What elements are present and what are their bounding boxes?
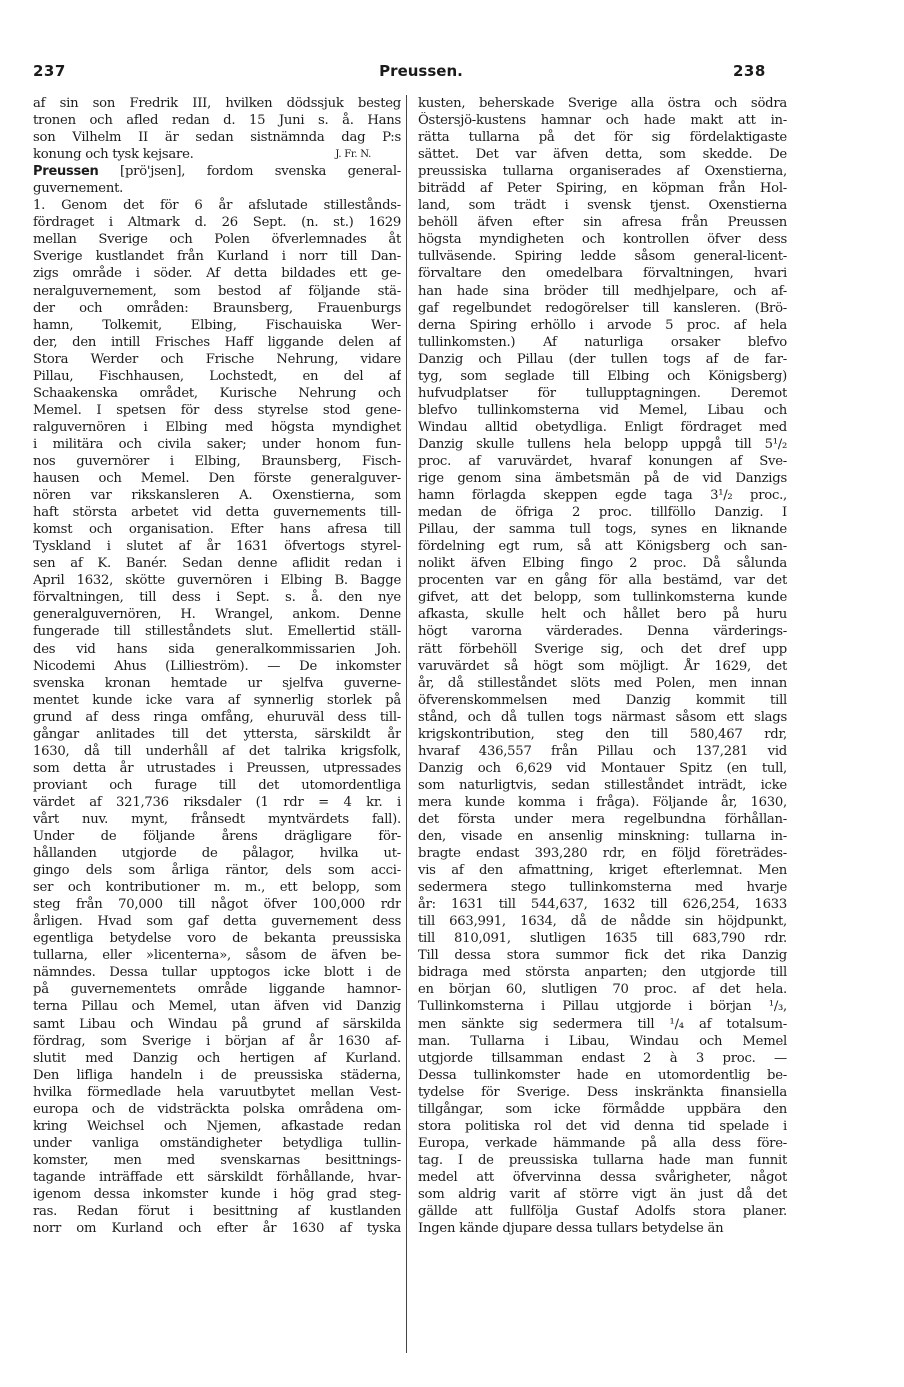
line-text: fördraget i Altmark d. 26 Sept. (n. st.) 1629 — [33, 215, 401, 231]
text-line — [418, 760, 787, 777]
line-text: gällde att fullfölja Gustaf Adolfs stora planer. — [418, 1204, 787, 1220]
line-text: medel att öfvervinna dessa svårigheter, något — [418, 1169, 787, 1185]
text-line — [418, 981, 787, 998]
text-line — [418, 521, 787, 538]
line-text: norr om Kurland och efter år 1630 af tyska — [33, 1221, 401, 1237]
text-line — [33, 470, 401, 487]
text-line — [33, 163, 401, 180]
text-line — [418, 504, 787, 521]
line-text: tydelse för Sverige. Dess inskränkta finansiella — [418, 1084, 787, 1100]
text-line — [33, 726, 401, 743]
line-text: guvernement. — [33, 181, 124, 197]
line-text: nören var rikskansleren A. Oxenstierna, som — [33, 488, 401, 504]
text-line — [418, 555, 787, 572]
line-text: medan de öfriga 2 proc. tillföllo Danzig. I — [418, 505, 787, 521]
text-line — [418, 436, 787, 453]
line-text: Östersjö-kustens hamnar och hade makt att in- — [418, 113, 787, 129]
line-text: mentet kunde icke vara af synnerlig storlek på — [33, 692, 401, 708]
line-text: Danzig skulle tullens hela belopp uppgå till 5¹/₂ — [418, 436, 787, 452]
text-line — [418, 879, 787, 896]
text-line — [33, 675, 401, 692]
line-text: förvaltare den omedelbara förvaltningen, hvari — [418, 266, 787, 282]
text-line — [418, 1220, 787, 1237]
line-text: fördelning egt rum, så att Königsberg och san- — [418, 539, 787, 555]
text-line — [418, 180, 787, 197]
line-text: gingo dels som årliga räntor, dels som acci- — [33, 863, 401, 879]
text-line — [33, 1016, 401, 1033]
text-line — [418, 197, 787, 214]
right-text-column — [418, 95, 787, 1237]
line-text: slutit med Danzig och hertigen af Kurland. — [33, 1050, 401, 1066]
line-text: Pillau, Fischhausen, Lochstedt, en del af — [33, 368, 401, 384]
line-text: land, som trädt i svensk tjenst. Oxenstierna — [418, 198, 787, 214]
line-text: fungerade till stilleståndets slut. Emellertid ställ- — [33, 624, 401, 640]
text-line — [33, 641, 401, 658]
line-text: rätta tullarna på det för sig fördelaktigaste — [418, 130, 787, 146]
text-line — [418, 300, 787, 317]
line-text: hausen och Memel. Den förste generalguver- — [33, 471, 401, 487]
line-text: vårt nuv. mynt, frånsedt myntvärdets fall). — [33, 811, 401, 827]
text-line — [418, 1169, 787, 1186]
text-line — [33, 811, 401, 828]
text-line — [33, 947, 401, 964]
text-line — [418, 1152, 787, 1169]
text-line — [33, 794, 401, 811]
text-line — [33, 436, 401, 453]
line-text: i militära och civila saker; under honom fun- — [33, 436, 401, 452]
line-text: tronen och afled redan d. 15 Juni s. å. Hans — [33, 113, 401, 129]
text-line — [33, 555, 401, 572]
line-text: krigskontribution, steg den till 580,467 rdr, — [418, 726, 787, 742]
text-line — [418, 743, 787, 760]
text-line — [418, 709, 787, 726]
line-text: stånd, och då tullen togs närmast såsom ett slags — [418, 709, 787, 725]
line-text: gifvet, att det belopp, som tullinkomsterna kunde — [418, 590, 787, 606]
line-text: grund af dess ringa omfång, ehuruväl dess till- — [33, 709, 401, 725]
text-line — [418, 641, 787, 658]
text-line — [33, 1101, 401, 1118]
text-line — [33, 248, 401, 265]
text-line — [418, 231, 787, 248]
line-text: hamn, Tolkemit, Elbing, Fischauiska Wer- — [33, 317, 401, 333]
text-line — [33, 930, 401, 947]
text-line — [418, 623, 787, 640]
line-text: des vid hans sida generalkommissarien Joh. — [33, 641, 401, 657]
text-line — [33, 896, 401, 913]
text-line — [33, 419, 401, 436]
text-line — [33, 214, 401, 231]
text-line — [33, 709, 401, 726]
text-line — [33, 998, 401, 1015]
line-text: Sverige kustlandet från Kurland i norr till Dan- — [33, 249, 401, 265]
line-text: Stora Werder och Frische Nehrung, vidare — [33, 351, 401, 367]
text-line — [418, 538, 787, 555]
line-text: afkasta, skulle helt och hållet bero på huru — [418, 607, 787, 623]
text-line — [33, 265, 401, 282]
text-line — [418, 248, 787, 265]
text-line — [33, 777, 401, 794]
line-text: som naturligtvis, sedan stilleståndet inträdt, icke — [418, 777, 787, 793]
text-line — [418, 589, 787, 606]
text-line — [418, 265, 787, 282]
line-text: Nicodemi Ahus (Lillieström). — De inkomster — [33, 658, 401, 674]
line-text: af sin son Fredrik III, hvilken dödssjuk besteg — [33, 96, 401, 111]
line-text: samt Libau och Windau på grund af särskilda — [33, 1016, 401, 1032]
text-line — [418, 1084, 787, 1101]
line-text: mera kunde komma i fråga). Följande år, 1630, — [418, 794, 787, 810]
text-line — [33, 197, 401, 214]
line-text: hamn förlagda skeppen egde taga 3¹/₂ proc., — [418, 488, 787, 504]
text-line — [33, 623, 401, 640]
line-text: konung och tysk kejsare. — [33, 147, 194, 163]
line-text: öfverenskommelsen med Danzig kommit till — [418, 692, 787, 708]
line-text: haft största arbetet vid detta guvernements till- — [33, 505, 401, 521]
text-line — [33, 180, 401, 197]
text-line — [418, 368, 787, 385]
line-text: 1. Genom det för 6 år afslutade stillestånds- — [33, 198, 401, 214]
line-text: till 810,091, slutligen 1635 till 683,790 rdr. — [418, 931, 787, 947]
text-line — [418, 163, 787, 180]
text-line — [33, 1203, 401, 1220]
line-text: nämndes. Dessa tullar upptogos icke blott i de — [33, 965, 401, 981]
line-text: som detta år utrustades i Preussen, utpressades — [33, 760, 401, 776]
line-text: steg från 70,000 till något öfver 100,000 rdr — [33, 897, 401, 913]
line-text: behöll äfven efter sin afresa från Preussen — [418, 215, 787, 231]
text-line — [33, 521, 401, 538]
line-text: kring Weichsel och Njemen, afkastade redan — [33, 1118, 401, 1134]
line-text: tillgångar, som icke förmådde uppbära den — [418, 1101, 787, 1117]
line-text: bragte endast 393,280 rdr, en följd företrädes- — [418, 846, 787, 862]
line-text: stora politiska rol det vid denna tid spelade i — [418, 1118, 787, 1134]
text-line — [33, 317, 401, 334]
text-line — [33, 862, 401, 879]
line-text: sättet. Det var äfven detta, som skedde. De — [418, 147, 787, 163]
line-text: tullarna, eller »licenterna», såsom de äfven be- — [33, 948, 401, 964]
running-title: Preussen. — [379, 62, 463, 80]
text-line — [418, 453, 787, 470]
line-text: Windau alltid obetydliga. Enligt fördraget med — [418, 419, 787, 435]
line-text: Till dessa stora summor fick det rika Danzig — [418, 948, 787, 964]
text-line — [418, 658, 787, 675]
text-line — [418, 606, 787, 623]
line-text: hufvudplatser för tullupptagningen. Deremot — [418, 385, 787, 401]
text-line — [418, 572, 787, 589]
line-text: tagande inträffade ett särskildt förhållande, hvar- — [33, 1169, 401, 1185]
text-line — [33, 1220, 401, 1237]
line-text: han hade sina bröder till medhjelpare, och af- — [418, 283, 787, 299]
line-text: Schaakenska området, Kurische Nehrung och — [33, 385, 401, 401]
line-text: hållanden utgjorde de pålagor, hvilka ut- — [33, 846, 401, 862]
text-line — [418, 487, 787, 504]
line-text: ralguvernören i Elbing med högsta myndighet — [33, 419, 401, 435]
entry-headword: Preussen — [33, 164, 99, 180]
text-line — [418, 794, 787, 811]
text-line — [418, 146, 787, 163]
line-text: zigs område i söder. Af detta bildades ett ge- — [33, 266, 401, 282]
text-line — [418, 334, 787, 351]
line-text: Ingen kände djupare dessa tullars betydelse än — [418, 1221, 724, 1237]
line-text: preussiska tullarna organiserades af Oxenstierna, — [418, 164, 787, 180]
line-text: nos guvernörer i Elbing, Braunsberg, Fisch- — [33, 453, 401, 469]
line-text: Danzig och Pillau (der tullen togs af de far- — [418, 351, 787, 367]
text-line — [33, 368, 401, 385]
text-line — [418, 1067, 787, 1084]
text-line — [33, 760, 401, 777]
line-text: sedermera stego tullinkomsterna med hvarje — [418, 880, 787, 896]
text-line — [418, 828, 787, 845]
text-line — [33, 487, 401, 504]
text-line — [33, 1186, 401, 1203]
text-line — [33, 1152, 401, 1169]
line-text: på guvernementets område liggande hamnor- — [33, 982, 401, 998]
line-text: år: 1631 till 544,637, 1632 till 626,254, 1633 — [418, 897, 787, 913]
text-line — [418, 998, 787, 1015]
line-text: tyg, som seglade till Elbing och Königsberg) — [418, 368, 787, 384]
line-text: gångar anlitades till det yttersta, särskildt år — [33, 726, 401, 742]
text-line — [33, 1118, 401, 1135]
line-text: generalguvernören, H. Wrangel, ankom. Denne — [33, 607, 401, 623]
line-text: högt varorna värderades. Denna värderings- — [418, 624, 787, 640]
text-line — [418, 402, 787, 419]
line-text: varuvärdet så högt som möjligt. År 1629, det — [418, 658, 787, 674]
text-line — [33, 589, 401, 606]
text-line — [418, 283, 787, 300]
line-text: det första under mera regelbundna förhållan- — [418, 811, 787, 827]
line-text: fördrag, som Sverige i början af år 1630 af- — [33, 1033, 401, 1049]
line-text: Europa, verkade hämmande på alla dess före- — [418, 1135, 787, 1151]
line-text: son Vilhelm II är sedan sistnämnda dag P:s — [33, 130, 401, 146]
text-line — [418, 964, 787, 981]
line-text: 1630, då till underhåll af det talrika krigsfolk, — [33, 743, 401, 759]
text-line — [418, 896, 787, 913]
text-line — [33, 845, 401, 862]
text-line — [33, 1135, 401, 1152]
text-line — [33, 504, 401, 521]
line-text: svenska kronan hemtade ur sjelfva guverne- — [33, 675, 401, 691]
line-text: April 1632, skötte guvernören i Elbing B. Bagge — [33, 573, 401, 589]
text-line — [33, 879, 401, 896]
line-text: utgjorde tillsamman endast 2 à 3 proc. — — [418, 1050, 787, 1066]
column-divider — [406, 95, 407, 1353]
line-text: Tullinkomsterna i Pillau utgjorde i början ¹/₃, — [418, 999, 787, 1015]
text-line — [418, 726, 787, 743]
line-text: hvaraf 436,557 från Pillau och 137,281 vid — [418, 743, 787, 759]
line-text: biträdd af Peter Spiring, en köpman från Hol- — [418, 181, 787, 197]
text-line — [33, 112, 401, 129]
line-text: högsta myndigheten och kontrollen öfver dess — [418, 232, 787, 248]
text-line — [33, 1033, 401, 1050]
author-signature: J. Fr. N. — [335, 149, 371, 161]
text-line — [33, 913, 401, 930]
line-text: tag. I de preussiska tullarna hade man funnit — [418, 1152, 787, 1168]
text-line — [33, 692, 401, 709]
text-line — [33, 385, 401, 402]
line-text: ser och kontributioner m. m., ett belopp, som — [33, 880, 401, 896]
text-line — [33, 981, 401, 998]
line-text: Pillau, der samma tull togs, synes en liknande — [418, 522, 787, 538]
text-line — [418, 675, 787, 692]
text-line — [418, 385, 787, 402]
text-line — [418, 1135, 787, 1152]
text-line — [33, 402, 401, 419]
running-header — [0, 62, 904, 88]
line-text: kusten, beherskade Sverige alla östra och södra — [418, 96, 787, 111]
line-text: tullinkomsten.) Af naturliga orsaker blefvo — [418, 334, 787, 350]
line-text: procenten var en gång för alla bestämd, var det — [418, 573, 787, 589]
line-text: rige genom sina ämbetsmän på de vid Danzigs — [418, 471, 787, 487]
line-text: Under de följande årens drägligare för- — [33, 829, 401, 845]
line-text: som aldrig varit af större vigt än just då det — [418, 1187, 787, 1202]
line-text: terna Pillau och Memel, utan äfven vid Danzig — [33, 999, 401, 1015]
line-text: gaf regelbundet redogörelser till kansleren. (Brö- — [418, 300, 787, 316]
text-line — [33, 231, 401, 248]
text-line — [418, 1033, 787, 1050]
line-text: Dessa tullinkomster hade en utomordentlig be- — [418, 1067, 787, 1083]
line-text: mellan Sverige och Polen öfverlemnades åt — [33, 232, 401, 248]
text-line — [418, 470, 787, 487]
line-text: hvilka förmedlade hela varuutbytet mellan Vest- — [33, 1084, 401, 1100]
text-line — [418, 351, 787, 368]
line-text: egentliga betydelse voro de bekanta preussiska — [33, 931, 401, 947]
text-line — [418, 317, 787, 334]
text-line — [418, 1118, 787, 1135]
text-line — [418, 112, 787, 129]
line-text: en början 60, slutligen 70 proc. af det hela. — [418, 982, 787, 998]
text-line — [33, 1084, 401, 1101]
line-text: värdet af 321,736 riksdaler (1 rdr = 4 kr. i — [33, 794, 401, 810]
line-text: proc. af varuvärdet, hvaraf konungen af Sve- — [418, 453, 787, 469]
right-page-number: 238 — [733, 62, 766, 80]
text-line — [33, 95, 401, 112]
text-line — [418, 845, 787, 862]
line-text: rätt förbehöll Sverige sig, och det dref upp — [418, 641, 787, 657]
text-line — [33, 828, 401, 845]
text-line — [33, 572, 401, 589]
line-text: men sänkte sig sedermera till ¹/₄ af totalsum- — [418, 1016, 787, 1032]
line-text: tullväsende. Spiring ledde såsom general-licent- — [418, 249, 787, 265]
line-text: komster, men med svenskarnas besittnings- — [33, 1152, 401, 1168]
line-text: derna Spiring erhöllo i arvode 5 proc. af hela — [418, 317, 787, 333]
text-line — [33, 743, 401, 760]
text-line — [418, 692, 787, 709]
text-line — [33, 1067, 401, 1084]
text-line — [418, 947, 787, 964]
line-text: der, den intill Frisches Haff liggande delen af — [33, 334, 401, 350]
text-line — [418, 129, 787, 146]
text-line — [33, 351, 401, 368]
text-line — [418, 1101, 787, 1118]
line-text: proviant och furage till det utomordentliga — [33, 777, 401, 793]
line-text: den, visade en ansenlig minskning: tullarna in- — [418, 829, 787, 845]
text-line — [33, 1169, 401, 1186]
text-line — [418, 1186, 787, 1203]
text-line — [33, 334, 401, 351]
line-text: komst och organisation. Efter hans afresa till — [33, 522, 401, 538]
line-text: bidraga med största anparten; den utgjorde till — [418, 965, 787, 981]
text-line — [33, 1050, 401, 1067]
text-line — [418, 1050, 787, 1067]
line-text: ras. Redan förut i besittning af kustlanden — [33, 1204, 401, 1220]
text-line — [418, 777, 787, 794]
text-line — [33, 300, 401, 317]
line-text: till 663,991, 1634, då de nådde sin höjdpunkt, — [418, 914, 787, 930]
line-text: man. Tullarna i Libau, Windau och Memel — [418, 1033, 787, 1049]
line-text: Tyskland i slutet af år 1631 öfvertogs styrel- — [33, 539, 401, 555]
line-text: [prö'jsen], fordom svenska general- — [98, 164, 401, 180]
text-line — [418, 930, 787, 947]
line-text: blefvo tullinkomsterna vid Memel, Libau och — [418, 402, 787, 418]
line-text: sen af K. Banér. Sedan denne aflidit redan i — [33, 556, 401, 572]
line-text: neralguvernement, som bestod af följande stä- — [33, 283, 401, 299]
text-line — [418, 862, 787, 879]
text-line — [33, 538, 401, 555]
text-line — [33, 964, 401, 981]
line-text: under vanliga omständigheter betydliga tullin- — [33, 1135, 401, 1151]
line-text: Memel. I spetsen för dess styrelse stod gene- — [33, 402, 401, 418]
line-text: förvaltningen, till dess i Sept. s. å. den nye — [33, 590, 401, 606]
text-line — [418, 214, 787, 231]
text-line — [418, 419, 787, 436]
line-text: igenom dessa inkomster kunde i hög grad steg- — [33, 1187, 401, 1202]
line-text: nolikt äfven Elbing fingo 2 proc. Då sålunda — [418, 556, 787, 572]
line-text: der och områden: Braunsberg, Frauenburgs — [33, 300, 401, 316]
text-line — [33, 129, 401, 146]
left-page-number: 237 — [33, 62, 66, 80]
text-line — [418, 1203, 787, 1220]
text-line — [33, 453, 401, 470]
line-text: årligen. Hvad som gaf detta guvernement dess — [33, 914, 401, 930]
text-line — [418, 913, 787, 930]
left-text-column — [33, 95, 401, 1237]
line-text: Den lifliga handeln i de preussiska städerna, — [33, 1067, 401, 1083]
text-line — [418, 1016, 787, 1033]
text-line — [33, 606, 401, 623]
line-text: europa och de vidsträckta polska områdena om- — [33, 1101, 401, 1117]
line-text: år, då stilleståndet slöts med Polen, men innan — [418, 675, 787, 691]
text-line — [418, 811, 787, 828]
text-line — [33, 146, 401, 163]
text-line — [33, 658, 401, 675]
line-text: vis af den afmattning, kriget efterlemnat. Men — [418, 863, 787, 879]
line-text: Danzig och 6,629 vid Montauer Spitz (en tull, — [418, 760, 787, 776]
text-line — [33, 283, 401, 300]
text-line — [418, 95, 787, 112]
